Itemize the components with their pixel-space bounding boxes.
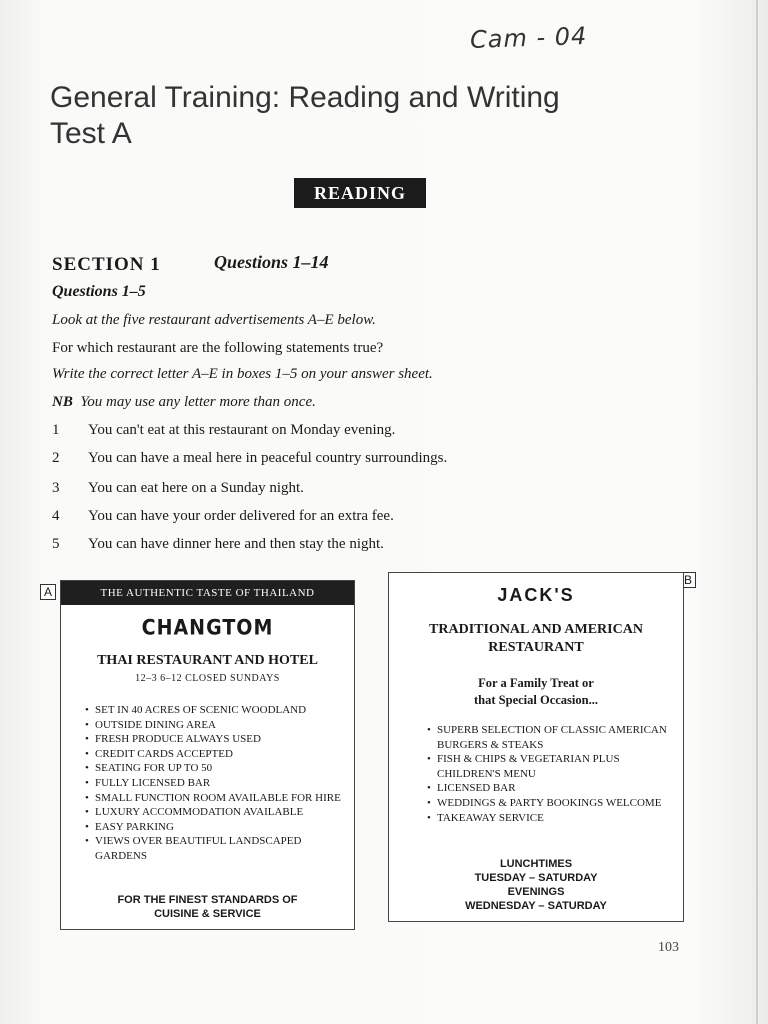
page-edge (756, 0, 758, 1024)
questions-range: Questions 1–14 (214, 252, 329, 272)
list-item: • SET IN 40 ACRES OF SCENIC WOODLAND (85, 703, 345, 718)
ad-b-hours-line-3: EVENINGS (507, 886, 565, 898)
list-item: • EASY PARKING (85, 820, 345, 835)
list-item: • FRESH PRODUCE ALWAYS USED (85, 732, 345, 747)
ad-b-subtitle-line-1: TRADITIONAL AND AMERICAN (429, 622, 643, 637)
ad-b-tagline (389, 675, 683, 709)
title-line-2: Test A (50, 117, 132, 150)
statement-number: 5 (52, 536, 60, 552)
list-item: • LUXURY ACCOMMODATION AVAILABLE (85, 805, 345, 820)
ad-a-footer (61, 893, 354, 921)
statement (52, 508, 394, 525)
list-item: • OUTSIDE DINING AREA (85, 718, 345, 733)
ad-a-logo: CHANGTOM (141, 615, 274, 641)
instruction-1: Look at the five restaurant advertisements A–E below. (52, 312, 376, 328)
advertisement-a (60, 580, 355, 930)
statement-number: 4 (52, 508, 60, 524)
ad-b-subtitle (389, 621, 683, 657)
list-item: • FULLY LICENSED BAR (85, 776, 345, 791)
list-item: • VIEWS OVER BEAUTIFUL LANDSCAPED GARDENS (85, 834, 345, 863)
ad-a-banner: THE AUTHENTIC TASTE OF THAILAND (61, 581, 354, 605)
ad-b-hours (389, 857, 683, 913)
list-item: • SEATING FOR UP TO 50 (85, 761, 345, 776)
ad-b-logo: JACK'S (497, 585, 575, 605)
ad-a-features (85, 703, 345, 864)
ad-b-hours-line-1: LUNCHTIMES (499, 858, 573, 870)
statement (52, 450, 447, 467)
ad-b-hours-line-4: WEDNESDAY – SATURDAY (465, 900, 607, 912)
statement (52, 422, 395, 439)
list-item: • LICENSED BAR (427, 781, 673, 796)
ad-b-subtitle-line-2: RESTAURANT (488, 640, 584, 655)
ad-a-footer-line-1: FOR THE FINEST STANDARDS OF (117, 894, 298, 906)
list-item: • CREDIT CARDS ACCEPTED (85, 747, 345, 762)
list-item: • WEDDINGS & PARTY BOOKINGS WELCOME (427, 796, 673, 811)
nb-label: NB (52, 394, 73, 410)
statement-text: You can have dinner here and then stay the night. (88, 536, 384, 552)
statement-text: You can have a meal here in peaceful country surroundings. (88, 450, 448, 466)
list-item: • FISH & CHIPS & VEGETARIAN PLUS CHILDREN'S MENU (427, 752, 673, 781)
statement (52, 480, 304, 497)
title-line-1: General Training: Reading and Writing (50, 81, 560, 114)
ad-b-features (427, 723, 673, 825)
ad-b-letter: B (680, 572, 696, 588)
instruction-3: Write the correct letter A–E in boxes 1–5 on your answer sheet. (52, 366, 433, 382)
section-heading: SECTION 1 (52, 254, 161, 275)
ad-a-hours: 12–3 6–12 CLOSED SUNDAYS (135, 673, 280, 684)
statement-number: 3 (52, 480, 60, 496)
statement-text: You can have your order delivered for an extra fee. (88, 508, 394, 524)
ad-a-letter: A (40, 584, 56, 600)
statement-number: 1 (52, 422, 60, 438)
statement-number: 2 (52, 450, 60, 466)
ad-b-hours-line-2: TUESDAY – SATURDAY (474, 872, 598, 884)
list-item: • SUPERB SELECTION OF CLASSIC AMERICAN BURGERS & STEAKS (427, 723, 673, 752)
advertisement-b (388, 572, 684, 922)
page-title (50, 80, 560, 152)
sub-questions-heading: Questions 1–5 (52, 283, 146, 300)
statement-text: You can eat here on a Sunday night. (88, 480, 304, 496)
page-number: 103 (658, 940, 679, 955)
statement-text: You can't eat at this restaurant on Monday evening. (88, 422, 396, 438)
statement (52, 536, 384, 553)
ad-a-subtitle: THAI RESTAURANT AND HOTEL (97, 653, 318, 668)
list-item: • TAKEAWAY SERVICE (427, 811, 673, 826)
instruction-2: For which restaurant are the following statements true? (52, 340, 384, 356)
handwritten-note: Cam - 04 (469, 21, 588, 55)
ad-b-tagline-line-1: For a Family Treat or (478, 676, 594, 690)
ad-a-footer-line-2: CUISINE & SERVICE (154, 908, 261, 920)
ad-b-tagline-line-2: that Special Occasion... (474, 693, 598, 707)
reading-badge: READING (294, 178, 426, 208)
nb-text: You may use any letter more than once. (80, 394, 316, 410)
nb-note (52, 394, 316, 411)
list-item: • SMALL FUNCTION ROOM AVAILABLE FOR HIRE (85, 791, 345, 806)
